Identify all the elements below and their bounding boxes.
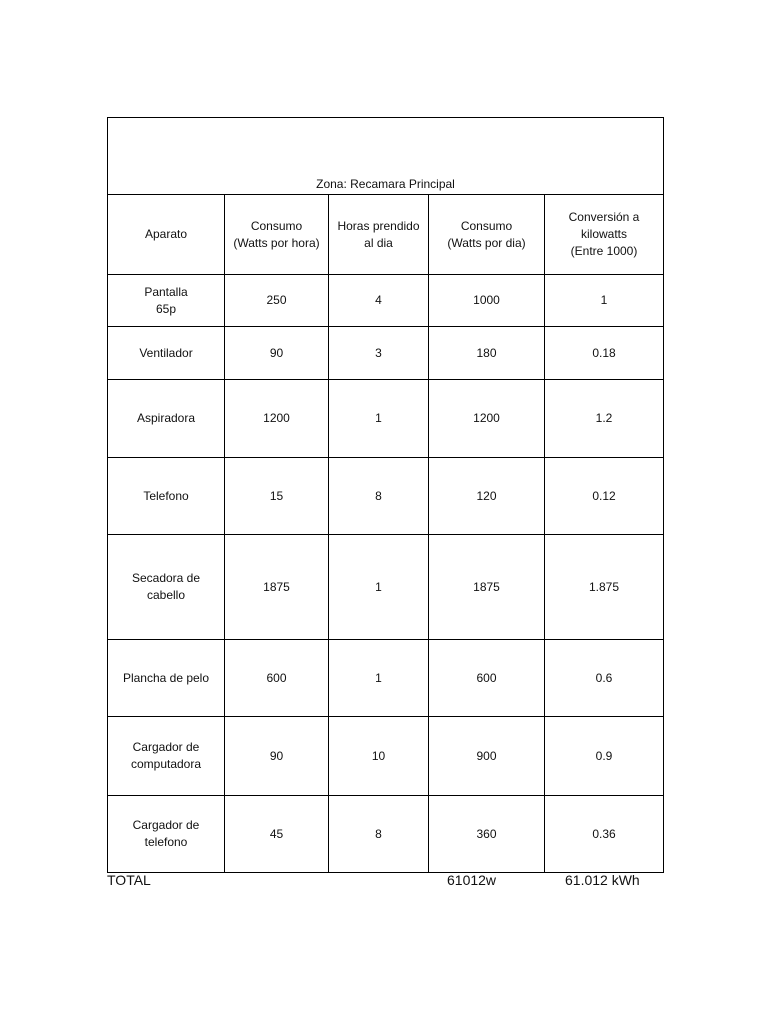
appliance-name: Secadora de cabello: [108, 535, 225, 640]
table-row: [108, 640, 664, 717]
totals-row: [107, 871, 663, 891]
table-row: [108, 275, 664, 327]
conversion-kw: 0.6: [545, 640, 664, 717]
consumption-watts-hour: 600: [225, 640, 329, 717]
consumption-watts-hour: 90: [225, 327, 329, 380]
conversion-kw: 1.875: [545, 535, 664, 640]
hours-per-day: 10: [329, 717, 429, 796]
table-row: [108, 327, 664, 380]
consumption-watts-hour: 1875: [225, 535, 329, 640]
appliance-name: Ventilador: [108, 327, 225, 380]
conversion-kw: 0.36: [545, 796, 664, 873]
header-conversion-kw: Conversión a kilowatts (Entre 1000): [545, 195, 664, 275]
table-row: [108, 796, 664, 873]
conversion-kw: 1.2: [545, 380, 664, 458]
conversion-kw: 0.18: [545, 327, 664, 380]
total-label: TOTAL: [107, 872, 151, 888]
consumption-watts-day: 360: [429, 796, 545, 873]
consumption-watts-hour: 15: [225, 458, 329, 535]
appliance-name: Cargador de telefono: [108, 796, 225, 873]
consumption-watts-hour: 1200: [225, 380, 329, 458]
header-horas: Horas prendido al dia: [329, 195, 429, 275]
consumption-watts-day: 600: [429, 640, 545, 717]
consumption-watts-day: 120: [429, 458, 545, 535]
zone-title-row: [108, 118, 664, 195]
table-row: [108, 717, 664, 796]
table-row: [108, 535, 664, 640]
consumption-table: [107, 117, 664, 873]
hours-per-day: 1: [329, 640, 429, 717]
header-aparato: Aparato: [108, 195, 225, 275]
hours-per-day: 3: [329, 327, 429, 380]
conversion-kw: 1: [545, 275, 664, 327]
appliance-name: Plancha de pelo: [108, 640, 225, 717]
header-consumo-hora: Consumo (Watts por hora): [225, 195, 329, 275]
consumption-watts-hour: 45: [225, 796, 329, 873]
consumption-watts-day: 1875: [429, 535, 545, 640]
hours-per-day: 8: [329, 458, 429, 535]
conversion-kw: 0.12: [545, 458, 664, 535]
header-consumo-dia: Consumo (Watts por dia): [429, 195, 545, 275]
consumption-watts-day: 900: [429, 717, 545, 796]
zone-title: Zona: Recamara Principal: [108, 118, 664, 195]
table-row: [108, 458, 664, 535]
appliance-name: Cargador de computadora: [108, 717, 225, 796]
appliance-name: Telefono: [108, 458, 225, 535]
consumption-watts-day: 180: [429, 327, 545, 380]
total-kwh: 61.012 kWh: [565, 872, 640, 888]
table-body: [108, 118, 664, 873]
consumption-watts-day: 1200: [429, 380, 545, 458]
table-row: [108, 380, 664, 458]
conversion-kw: 0.9: [545, 717, 664, 796]
consumption-watts-hour: 250: [225, 275, 329, 327]
consumption-watts-day: 1000: [429, 275, 545, 327]
hours-per-day: 8: [329, 796, 429, 873]
hours-per-day: 4: [329, 275, 429, 327]
hours-per-day: 1: [329, 535, 429, 640]
consumption-watts-hour: 90: [225, 717, 329, 796]
hours-per-day: 1: [329, 380, 429, 458]
appliance-name: Pantalla 65p: [108, 275, 225, 327]
appliance-name: Aspiradora: [108, 380, 225, 458]
total-watts: 61012w: [447, 872, 497, 888]
header-row: [108, 195, 664, 275]
